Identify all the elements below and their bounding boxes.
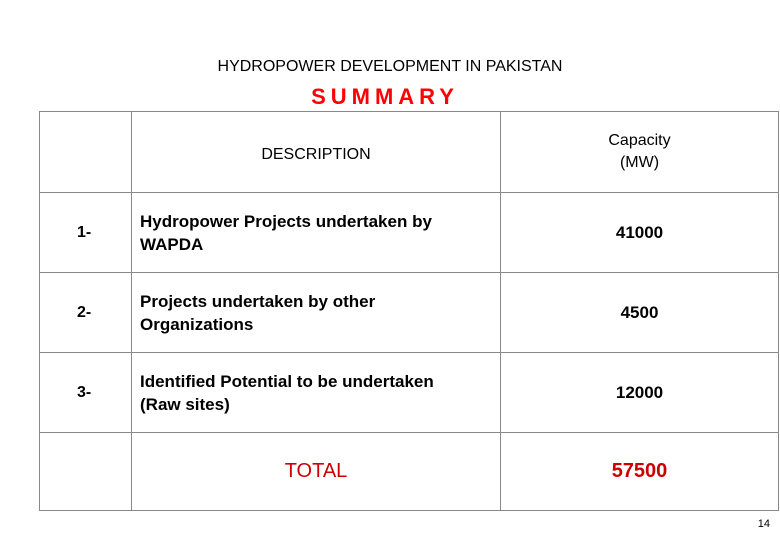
summary-table xyxy=(39,111,779,511)
header-number-cell xyxy=(40,112,132,193)
row-description xyxy=(132,353,501,433)
row-description-line2: (Raw sites) xyxy=(140,394,230,414)
header-description: DESCRIPTION xyxy=(132,112,501,193)
header-capacity xyxy=(501,112,779,193)
row-number: 2- xyxy=(40,273,132,353)
table-row xyxy=(40,193,779,273)
total-row xyxy=(40,433,779,511)
row-description-line1: Projects undertaken by other xyxy=(140,291,376,311)
total-value: 57500 xyxy=(501,433,779,511)
total-label: TOTAL xyxy=(132,433,501,511)
page-title: HYDROPOWER DEVELOPMENT IN PAKISTAN xyxy=(217,58,563,75)
row-number: 1- xyxy=(40,193,132,273)
row-number: 3- xyxy=(40,353,132,433)
row-description xyxy=(132,273,501,353)
summary-heading: SUMMARY xyxy=(311,84,459,109)
row-capacity: 41000 xyxy=(501,193,779,273)
row-description xyxy=(132,193,501,273)
table-row xyxy=(40,273,779,353)
row-description-line2: Organizations xyxy=(140,314,254,334)
table-row xyxy=(40,353,779,433)
row-description-line2: WAPDA xyxy=(140,234,204,254)
row-description-line1: Identified Potential to be undertaken xyxy=(140,371,434,391)
table-header-row xyxy=(40,112,779,193)
row-capacity: 12000 xyxy=(501,353,779,433)
header-capacity-line1: Capacity xyxy=(608,132,671,149)
row-capacity: 4500 xyxy=(501,273,779,353)
total-number-cell xyxy=(40,433,132,511)
page-number: 14 xyxy=(757,518,770,530)
row-description-line1: Hydropower Projects undertaken by xyxy=(140,211,432,231)
header-capacity-line2: (MW) xyxy=(619,154,660,171)
